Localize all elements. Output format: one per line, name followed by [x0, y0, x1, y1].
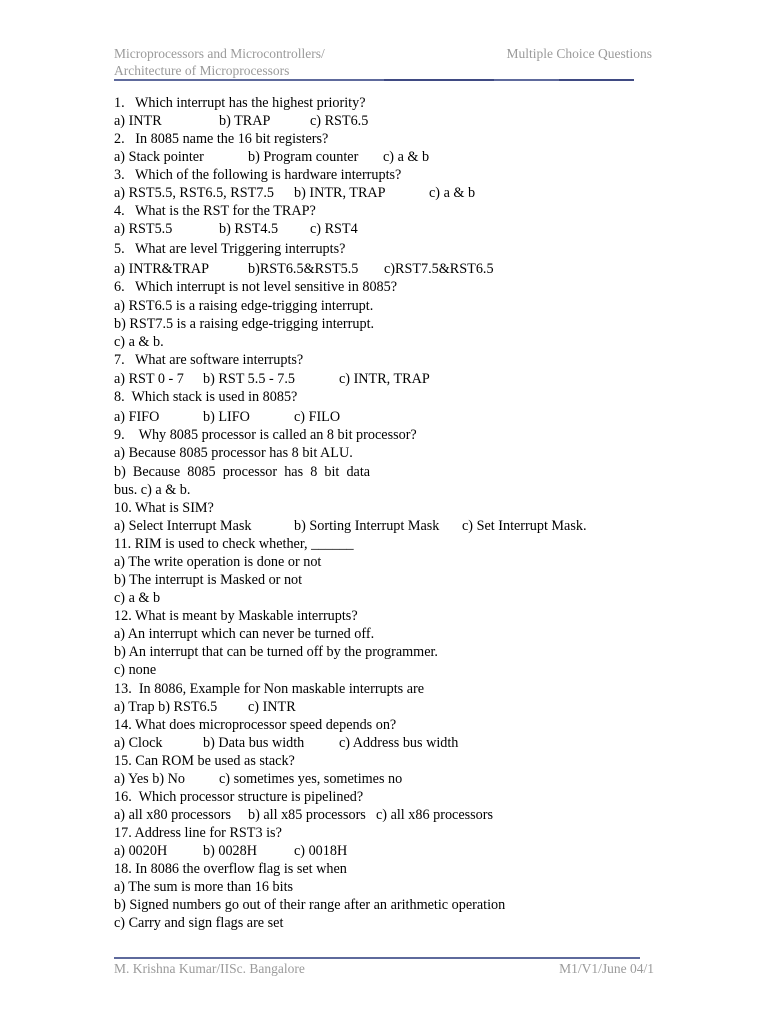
- text-segment: 8. Which stack is used in 8085?: [114, 388, 298, 405]
- text-line: [114, 571, 654, 589]
- text-segment: c) RST6.5: [310, 113, 369, 130]
- text-segment: 16. Which processor structure is pipelined?: [114, 788, 364, 805]
- text-segment: 18. In 8086 the overflow flag is set when: [114, 860, 347, 877]
- text-line: [114, 788, 654, 806]
- text-segment: c) a & b: [429, 185, 476, 202]
- text-line: [114, 625, 654, 643]
- text-line: [114, 752, 654, 770]
- text-segment: b) LIFO: [203, 408, 250, 425]
- text-segment: c) INTR: [248, 698, 296, 715]
- header-title-line2: Architecture of Microprocessors: [114, 63, 290, 78]
- text-segment: bus. c) a & b.: [114, 481, 191, 498]
- text-line: [114, 408, 654, 426]
- text-line: [114, 315, 654, 333]
- text-segment: 5. What are level Triggering interrupts?: [114, 241, 346, 258]
- text-line: [114, 112, 654, 130]
- text-line: [114, 878, 654, 896]
- text-segment: b)RST6.5&RST5.5: [248, 261, 359, 278]
- text-line: [114, 842, 654, 860]
- text-line: [114, 896, 654, 914]
- text-line: [114, 517, 654, 535]
- text-line: [114, 370, 654, 388]
- text-line: [114, 202, 654, 220]
- text-line: [114, 184, 654, 202]
- footer-divider: [114, 957, 640, 959]
- text-segment: a) Clock: [114, 734, 163, 751]
- text-line: [114, 463, 654, 481]
- text-line: [114, 388, 654, 406]
- text-segment: a) INTR&TRAP: [114, 261, 209, 278]
- text-line: [114, 260, 654, 278]
- text-segment: c) Address bus width: [339, 734, 459, 751]
- text-segment: a) The write operation is done or not: [114, 554, 322, 571]
- text-line: [114, 481, 654, 499]
- page-header-right: Multiple Choice Questions: [506, 46, 652, 61]
- text-line: [114, 351, 654, 369]
- footer-page-ref: M1/V1/June 04/1: [559, 961, 654, 976]
- text-segment: b) RST4.5: [219, 221, 279, 238]
- text-segment: a) Trap b) RST6.5: [114, 698, 218, 715]
- text-line: [114, 444, 654, 462]
- text-line: [114, 94, 654, 112]
- text-segment: c) INTR, TRAP: [339, 370, 430, 387]
- text-line: [114, 220, 654, 238]
- text-segment: c) RST4: [310, 221, 358, 238]
- text-segment: c) all x86 processors: [376, 806, 494, 823]
- text-line: [114, 148, 654, 166]
- text-segment: b) The interrupt is Masked or not: [114, 572, 303, 589]
- page-header-left: [114, 45, 325, 79]
- text-segment: 1. Which interrupt has the highest priority?: [114, 95, 366, 111]
- text-segment: 14. What does microprocessor speed depends on?: [114, 716, 397, 733]
- text-line: [114, 589, 654, 607]
- text-segment: c) 0018H: [294, 842, 348, 859]
- text-line: [114, 698, 654, 716]
- text-segment: 4. What is the RST for the TRAP?: [114, 203, 316, 220]
- text-segment: a) RST6.5 is a raising edge-trigging interrupt.: [114, 297, 374, 314]
- text-line: [114, 607, 654, 625]
- text-segment: c) Set Interrupt Mask.: [462, 518, 587, 535]
- text-segment: 2. In 8085 name the 16 bit registers?: [114, 131, 329, 148]
- header-title-line1: Microprocessors and Microcontrollers/: [114, 46, 325, 61]
- text-line: [114, 426, 654, 444]
- text-segment: 9. Why 8085 processor is called an 8 bit processor?: [114, 426, 417, 443]
- text-segment: 13. In 8086, Example for Non maskable interrupts are: [114, 680, 425, 697]
- text-segment: a) Select Interrupt Mask: [114, 518, 252, 535]
- text-segment: c) a & b: [114, 590, 161, 607]
- header-divider: [114, 79, 634, 81]
- text-segment: a) Because 8085 processor has 8 bit ALU.: [114, 444, 353, 461]
- text-line: [114, 914, 654, 932]
- text-segment: a) Yes b) No: [114, 770, 185, 787]
- text-segment: b) Data bus width: [203, 734, 305, 751]
- text-line: [114, 535, 654, 553]
- text-segment: 11. RIM is used to check whether, ______: [114, 536, 354, 553]
- footer-author: M. Krishna Kumar/IISc. Bangalore: [114, 961, 305, 976]
- text-segment: a) all x80 processors: [114, 806, 232, 823]
- text-segment: a) RST5.5: [114, 221, 173, 238]
- text-segment: b) An interrupt that can be turned off by the programmer.: [114, 644, 438, 661]
- text-segment: a) 0020H: [114, 842, 168, 859]
- text-segment: a) An interrupt which can never be turned off.: [114, 626, 375, 643]
- text-line: [114, 333, 654, 351]
- text-line: [114, 499, 654, 517]
- question-list: [114, 94, 654, 932]
- text-segment: b) INTR, TRAP: [294, 185, 386, 202]
- text-segment: a) FIFO: [114, 408, 160, 425]
- text-segment: c) sometimes yes, sometimes no: [219, 770, 403, 787]
- text-line: [114, 824, 654, 842]
- text-segment: c) FILO: [294, 408, 341, 425]
- text-segment: 17. Address line for RST3 is?: [114, 824, 282, 841]
- text-line: [114, 806, 654, 824]
- text-line: [114, 716, 654, 734]
- text-segment: 7. What are software interrupts?: [114, 351, 304, 368]
- text-segment: b) RST 5.5 - 7.5: [203, 370, 295, 387]
- text-segment: b) Signed numbers go out of their range after an arithmetic operation: [114, 897, 506, 914]
- text-line: [114, 130, 654, 148]
- text-line: [114, 770, 654, 788]
- text-segment: 3. Which of the following is hardware interrupts?: [114, 167, 402, 184]
- text-segment: c) none: [114, 662, 157, 679]
- text-line: [114, 166, 654, 184]
- text-segment: 15. Can ROM be used as stack?: [114, 752, 295, 769]
- text-line: [114, 661, 654, 679]
- text-line: [114, 278, 654, 296]
- text-line: [114, 643, 654, 661]
- text-line: [114, 734, 654, 752]
- text-segment: a) RST5.5, RST6.5, RST7.5: [114, 185, 275, 202]
- text-segment: b) Sorting Interrupt Mask: [294, 518, 440, 535]
- text-line: [114, 680, 654, 698]
- text-line: [114, 240, 654, 258]
- text-segment: c) Carry and sign flags are set: [114, 915, 284, 932]
- text-segment: c)RST7.5&RST6.5: [384, 261, 494, 278]
- text-segment: 6. Which interrupt is not level sensitive in 8085?: [114, 279, 398, 296]
- text-segment: b) Because 8085 processor has 8 bit data: [114, 463, 371, 480]
- text-segment: c) a & b: [383, 149, 430, 166]
- text-line: [114, 860, 654, 878]
- text-segment: 10. What is SIM?: [114, 500, 214, 517]
- text-segment: b) TRAP: [219, 113, 271, 130]
- text-segment: 12. What is meant by Maskable interrupts?: [114, 608, 358, 625]
- text-segment: c) a & b.: [114, 333, 164, 350]
- text-segment: a) Stack pointer: [114, 149, 204, 166]
- text-segment: a) INTR: [114, 113, 162, 130]
- text-segment: b) Program counter: [248, 149, 359, 166]
- text-segment: a) RST 0 - 7: [114, 370, 184, 387]
- text-segment: b) RST7.5 is a raising edge-trigging interrupt.: [114, 315, 375, 332]
- text-line: [114, 297, 654, 315]
- text-segment: b) 0028H: [203, 842, 257, 859]
- text-segment: b) all x85 processors: [248, 806, 366, 823]
- text-line: [114, 553, 654, 571]
- text-segment: a) The sum is more than 16 bits: [114, 879, 294, 896]
